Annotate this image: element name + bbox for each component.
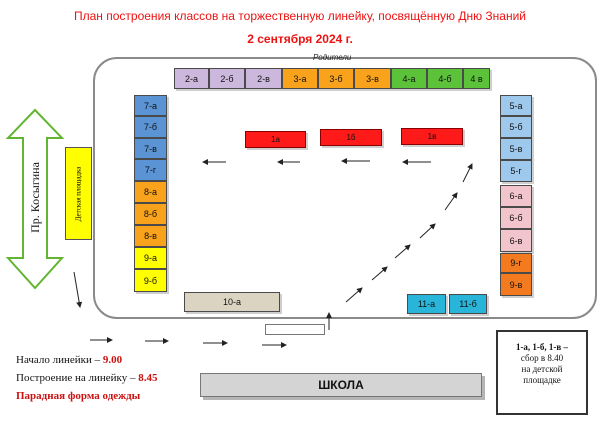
class-3a: 3-а — [282, 68, 318, 89]
class-1v: 1в — [401, 128, 463, 145]
class-7g: 7-г — [134, 159, 167, 181]
class-9a: 9-а — [134, 247, 167, 269]
arrow-down-left — [74, 272, 80, 307]
class-2a: 2-а — [174, 68, 209, 89]
class-5b: 5-б — [500, 116, 532, 138]
arrow-diag-5 — [420, 224, 435, 238]
class-7b: 7-б — [134, 116, 167, 138]
class-2b: 2-б — [209, 68, 245, 89]
class-8v: 8-в — [134, 225, 167, 247]
note-line-3: на детской — [521, 364, 563, 374]
class-9v: 9-в — [500, 273, 532, 296]
class-10a: 10-а — [184, 292, 280, 312]
class-4b: 4-б — [427, 68, 463, 89]
arrow-diag-7 — [463, 164, 472, 182]
note-line-4: площадке — [523, 375, 561, 385]
lineup-time: 8.45 — [138, 372, 158, 384]
class-6b: 6-б — [500, 207, 532, 229]
class-4v: 4 в — [463, 68, 490, 89]
school-gate — [265, 324, 325, 335]
class-5g: 5-г — [500, 160, 532, 182]
class-7v: 7-в — [134, 138, 167, 159]
class-2v: 2-в — [245, 68, 282, 89]
class-5a: 5-а — [500, 95, 532, 116]
plan-date: 2 сентября 2024 г. — [247, 32, 353, 46]
dress-code: Парадная форма одежды — [16, 390, 141, 402]
school-building: ШКОЛА — [200, 373, 482, 397]
class-5v: 5-в — [500, 138, 532, 160]
playground-label: Детская площадка — [74, 166, 83, 221]
class-7a: 7-а — [134, 95, 167, 116]
start-time: 9.00 — [102, 354, 123, 366]
note-line-2: сбор в 8.40 — [520, 353, 564, 363]
plan-title: План построения классов на торжественную линейку, посвящённую Дню Знаний — [73, 9, 526, 23]
class-4a: 4-а — [391, 68, 427, 89]
class-8b: 8-б — [134, 203, 167, 225]
arrow-diag-2 — [346, 288, 362, 302]
first-grade-note — [496, 330, 588, 415]
class-6v: 6-в — [500, 229, 532, 252]
class-11b: 11-б — [449, 294, 487, 314]
arrow-diag-6 — [445, 193, 457, 210]
class-9b: 9-б — [134, 269, 167, 292]
note-line-1: 1-а, 1-б, 1-в – — [515, 342, 569, 352]
class-3v: 3-в — [354, 68, 391, 89]
class-11a: 11-а — [407, 294, 446, 314]
class-9g: 9-г — [500, 253, 532, 273]
class-3b: 3-б — [318, 68, 354, 89]
lineup-time-line: Построение на линейку – 8.45 — [16, 372, 158, 384]
arrow-diag-4 — [395, 245, 410, 258]
street-label: Пр. Косыгина — [27, 161, 42, 233]
arrow-diag-3 — [372, 267, 387, 280]
parents-label: Родители — [313, 53, 352, 62]
class-1a: 1а — [245, 131, 306, 148]
class-8a: 8-а — [134, 181, 167, 203]
class-6a: 6-а — [500, 185, 532, 207]
class-1b: 1б — [320, 129, 382, 146]
start-time-line: Начало линейки – 9.00 — [16, 354, 123, 366]
